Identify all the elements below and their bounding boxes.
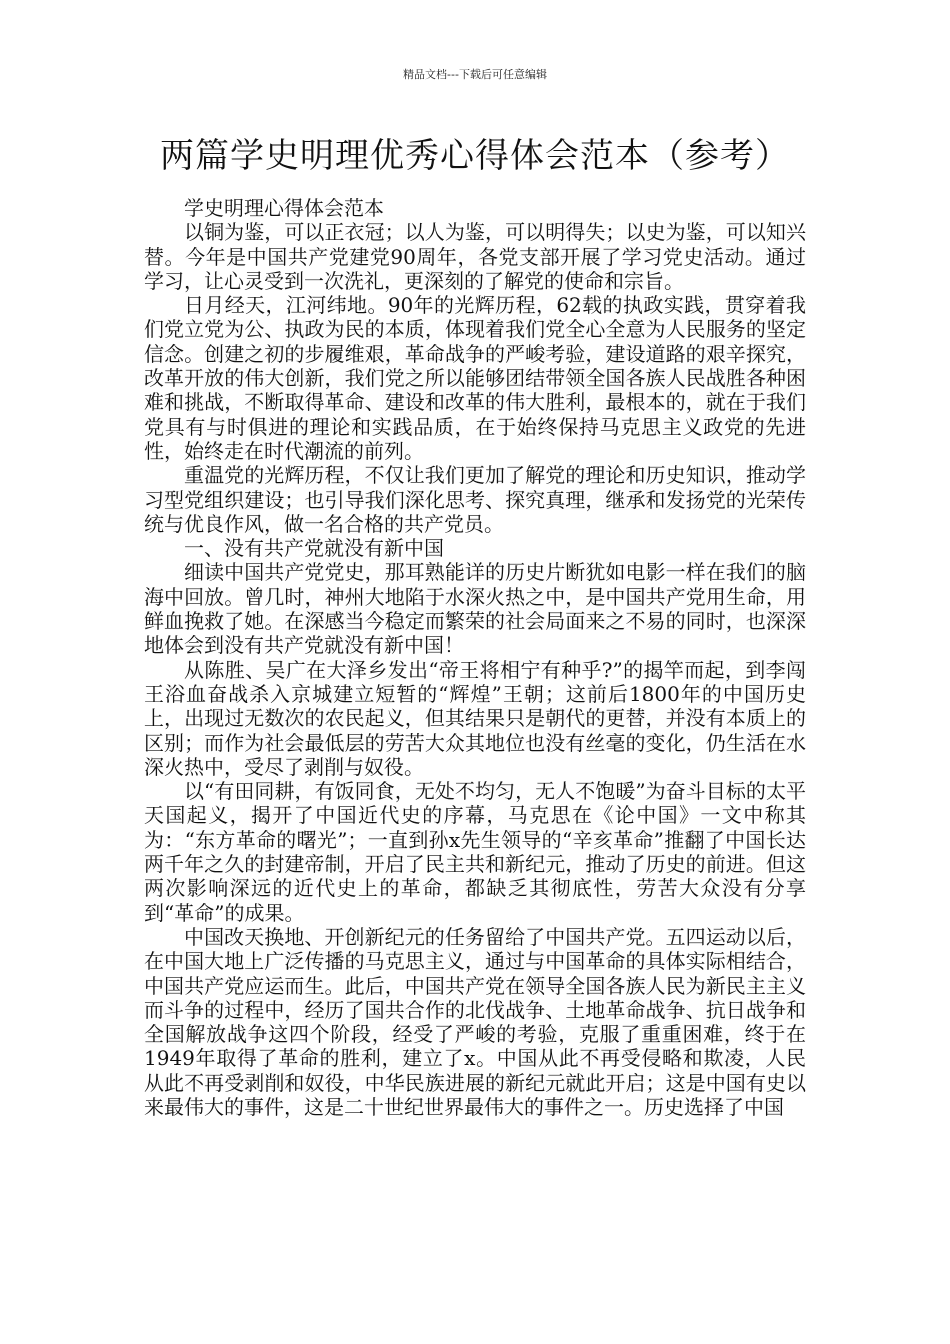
body-paragraph: 以“有田同耕，有饭同食，无处不均匀，无人不饱暖”为奋斗目标的太平天国起义，揭开了中国近代史的序幕，马克思在《论中国》一文中称其为：“东方革命的曙光”；一直到孙x先生领导的“辛亥革命”推翻了中国长达两千年之久的封建帝制，开启了民主共和新纪元，推动了历史的前进。但这两次影响深远的近代史上的革命，都缺乏其彻底性，劳苦大众没有分享到“革命”的成果。 <box>144 779 806 925</box>
document-body <box>144 196 806 1119</box>
body-paragraph: 重温党的光辉历程，不仅让我们更加了解党的理论和历史知识，推动学习型党组织建设；也引导我们深化思考、探究真理，继承和发扬党的光荣传统与优良作风，做一名合格的共产党员。 <box>144 463 806 536</box>
page-header: 精品文档---下载后可任意编辑 <box>403 68 547 81</box>
section-heading: 一、没有共产党就没有新中国 <box>184 536 444 561</box>
body-paragraph: 细读中国共产党党史，那耳熟能详的历史片断犹如电影一样在我们的脑海中回放。曾几时，神州大地陷于水深火热之中，是中国共产党用生命，用鲜血挽救了她。在深感当今稳定而繁荣的社会局面来之不易的同时，也深深地体会到没有共产党就没有新中国！ <box>144 560 806 658</box>
subtitle-paragraph: 学史明理心得体会范本 <box>184 196 384 220</box>
body-paragraph: 从陈胜、吴广在大泽乡发出“帝王将相宁有种乎?”的揭竿而起，到李闯王浴血奋战杀入京城建立短暂的“辉煌”王朝；这前后1800年的中国历史上，出现过无数次的农民起义，但其结果只是朝代的更替，并没有本质上的区别；而作为社会最低层的劳苦大众其地位也没有丝毫的变化，仍生活在水深火热中，受尽了剥削与奴役。 <box>144 657 806 779</box>
document-title: 两篇学史明理优秀心得体会范本（参考） <box>160 136 790 176</box>
body-paragraph: 中国改天换地、开创新纪元的任务留给了中国共产党。五四运动以后，在中国大地上广泛传播的马克思主义，通过与中国革命的具体实际相结合，中国共产党应运而生。此后，中国共产党在领导全国各族人民为新民主主义而斗争的过程中，经历了国共合作的北伐战争、土地革命战争、抗日战争和全国解放战争这四个阶段，经受了严峻的考验，克服了重重困难，终于在1949年取得了革命的胜利，建立了x。中国从此不再受侵略和欺凌，人民从此不再受剥削和奴役，中华民族进展的新纪元就此开启；这是中国有史以来最伟大的事件，这是二十世纪世界最伟大的事件之一。历史选择了中国 <box>144 924 806 1119</box>
body-paragraph: 以铜为鉴，可以正衣冠；以人为鉴，可以明得失；以史为鉴，可以知兴替。今年是中国共产党建党90周年，各党支部开展了学习党史活动。通过学习，让心灵受到一次洗礼，更深刻的了解党的使命和宗旨。 <box>144 220 806 293</box>
body-paragraph: 日月经天，江河纬地。90年的光辉历程，62载的执政实践，贯穿着我们党立党为公、执政为民的本质，体现着我们党全心全意为人民服务的坚定信念。创建之初的步履维艰，革命战争的严峻考验，建设道路的艰辛探究，改革开放的伟大创新，我们党之所以能够团结带领全国各族人民战胜各种困难和挑战，不断取得革命、建设和改革的伟大胜利，最根本的，就在于我们党具有与时俱进的理论和实践品质，在于始终保持马克思主义政党的先进性，始终走在时代潮流的前列。 <box>144 293 806 463</box>
